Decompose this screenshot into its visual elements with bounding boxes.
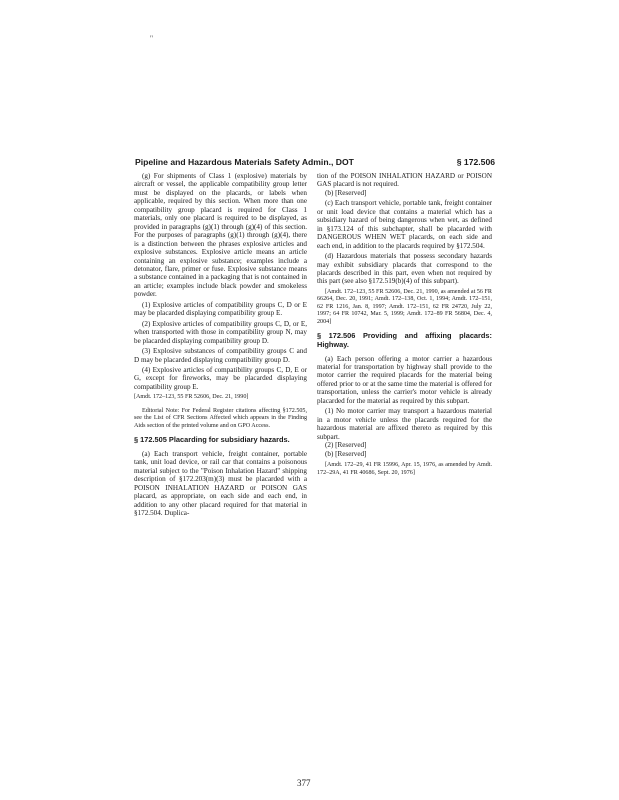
- paragraph-506-a1: (1) No motor carrier may transport a hazardous material in a motor vehicle unless the placards required for the hazardous material are affixed thereto as required by this subpart.: [317, 407, 492, 441]
- paragraph-a: (a) Each transport vehicle, freight container, portable tank, unit load device, or rail car that contains a poisonous material subject to the "Poison Inhalation Hazard" shipping description of §172.203(m)(3) must be placarded with a POISON INHALATION HAZARD or POISON GAS placard, as appropriate, on each side and each end, in addition to any other placard required for that material in §172.504. Duplica-: [134, 449, 307, 518]
- page-number: 377: [297, 778, 311, 788]
- header-title: Pipeline and Hazardous Materials Safety Admin., DOT: [135, 157, 354, 167]
- running-header: [135, 157, 495, 171]
- paragraph-g2: (2) Explosive articles of compatibility groups C, D, or E, when transported with those in compatibility group N, may be placarded displaying compatibility group D.: [134, 319, 307, 345]
- paragraph-g4: (4) Explosive articles of compatibility groups C, D, E or G, except for fireworks, may be placarded displaying compatibility group E.: [134, 365, 307, 391]
- paragraph-d: (d) Hazardous materials that possess secondary hazards may exhibit subsidiary placards that correspond to the placards described in this part, even when not required by this part (see also §172.519(b)(4) of this subpart).: [317, 252, 492, 286]
- paragraph-506-a: (a) Each person offering a motor carrier a hazardous material for transportation by highway shall provide to the motor carrier the required placards for the material being offered prior to or at the same time the material is offered for transportation, unless the carrier's motor vehicle is already placarded for the material as required by this subpart.: [317, 354, 492, 405]
- citation: [Amdt. 172–123, 55 FR 52606, Dec. 21, 1990, as amended at 56 FR 66264, Dec. 20, 1991; Amdt. 172–138, Oct. 1, 1994; Amdt. 172–151, 62 FR 1216, Jan. 8, 1997; Amdt. 172–151, 62 FR 24720, July 22, 1997; 64 FR 10742, Mar. 5, 1999; Amdt. 172–89 FR 56804, Dec. 4, 2004]: [317, 288, 492, 325]
- paragraph-g3: (3) Explosive substances of compatibility groups C and D may be placarded displaying compatibility group D.: [134, 347, 307, 364]
- citation: [Amdt. 172–123, 55 FR 52606, Dec. 21, 1990]: [134, 394, 249, 401]
- left-column: [134, 172, 307, 518]
- paragraph-a-continued: tion of the POISON INHALATION HAZARD or POISON GAS placard is not required.: [317, 172, 492, 189]
- editorial-note: Editorial Note: For Federal Register citations affecting §172.505, see the List of CFR Sections Affected which appears in the Finding Aids section of the printed volume and on GPO Access.: [134, 407, 307, 429]
- header-section: § 172.506: [456, 157, 495, 167]
- paragraph-g1: (1) Explosive articles of compatibility groups C, D or E may be placarded displaying compatibility group E.: [134, 300, 307, 318]
- right-column: [317, 172, 492, 483]
- section-heading-172-505: § 172.505 Placarding for subsidiary hazards.: [134, 435, 290, 445]
- paragraph-506-a2: (2) [Reserved]: [325, 441, 367, 450]
- paragraph-506-b: (b) [Reserved]: [325, 449, 367, 458]
- top-mark: '': [150, 34, 153, 43]
- paragraph-b: (b) [Reserved]: [325, 188, 367, 197]
- paragraph-c: (c) Each transport vehicle, portable tank, freight container or unit load device that contains a material which has a subsidiary hazard of being dangerous when wet, as defined in §173.124 of this subchapter, shall be placarded with DANGEROUS WHEN WET placards, on each side and each end, in addition to the placards required by §172.504.: [317, 199, 492, 250]
- citation-2: [Amdt. 172–29, 41 FR 15996, Apr. 15, 1976, as amended by Amdt. 172–29A, 41 FR 40686, Sept. 20, 1976]: [317, 462, 492, 476]
- paragraph-g: (g) For shipments of Class 1 (explosive) materials by aircraft or vessel, the applicable compatibility group letter must be displayed on the placards, or labels when applicable, required by this section. When more than one compatibility group placard is required for Class 1 materials, only one placard is required to be displayed, as provided in paragraphs (g)(1) through (g)(4) of this section. For the purposes of paragraphs (g)(1) through (g)(4), there is a distinction between the phrases explosive articles and explosive substances. Explosive article means an article containing an explosive substance; examples include a detonator, flare, primer or fuse. Explosive substance means a substance contained in a packaging that is not contained in an article; examples include black powder and smokeless powder.: [134, 172, 307, 299]
- section-heading-172-506: § 172.506 Providing and affixing placards: Highway.: [317, 331, 492, 349]
